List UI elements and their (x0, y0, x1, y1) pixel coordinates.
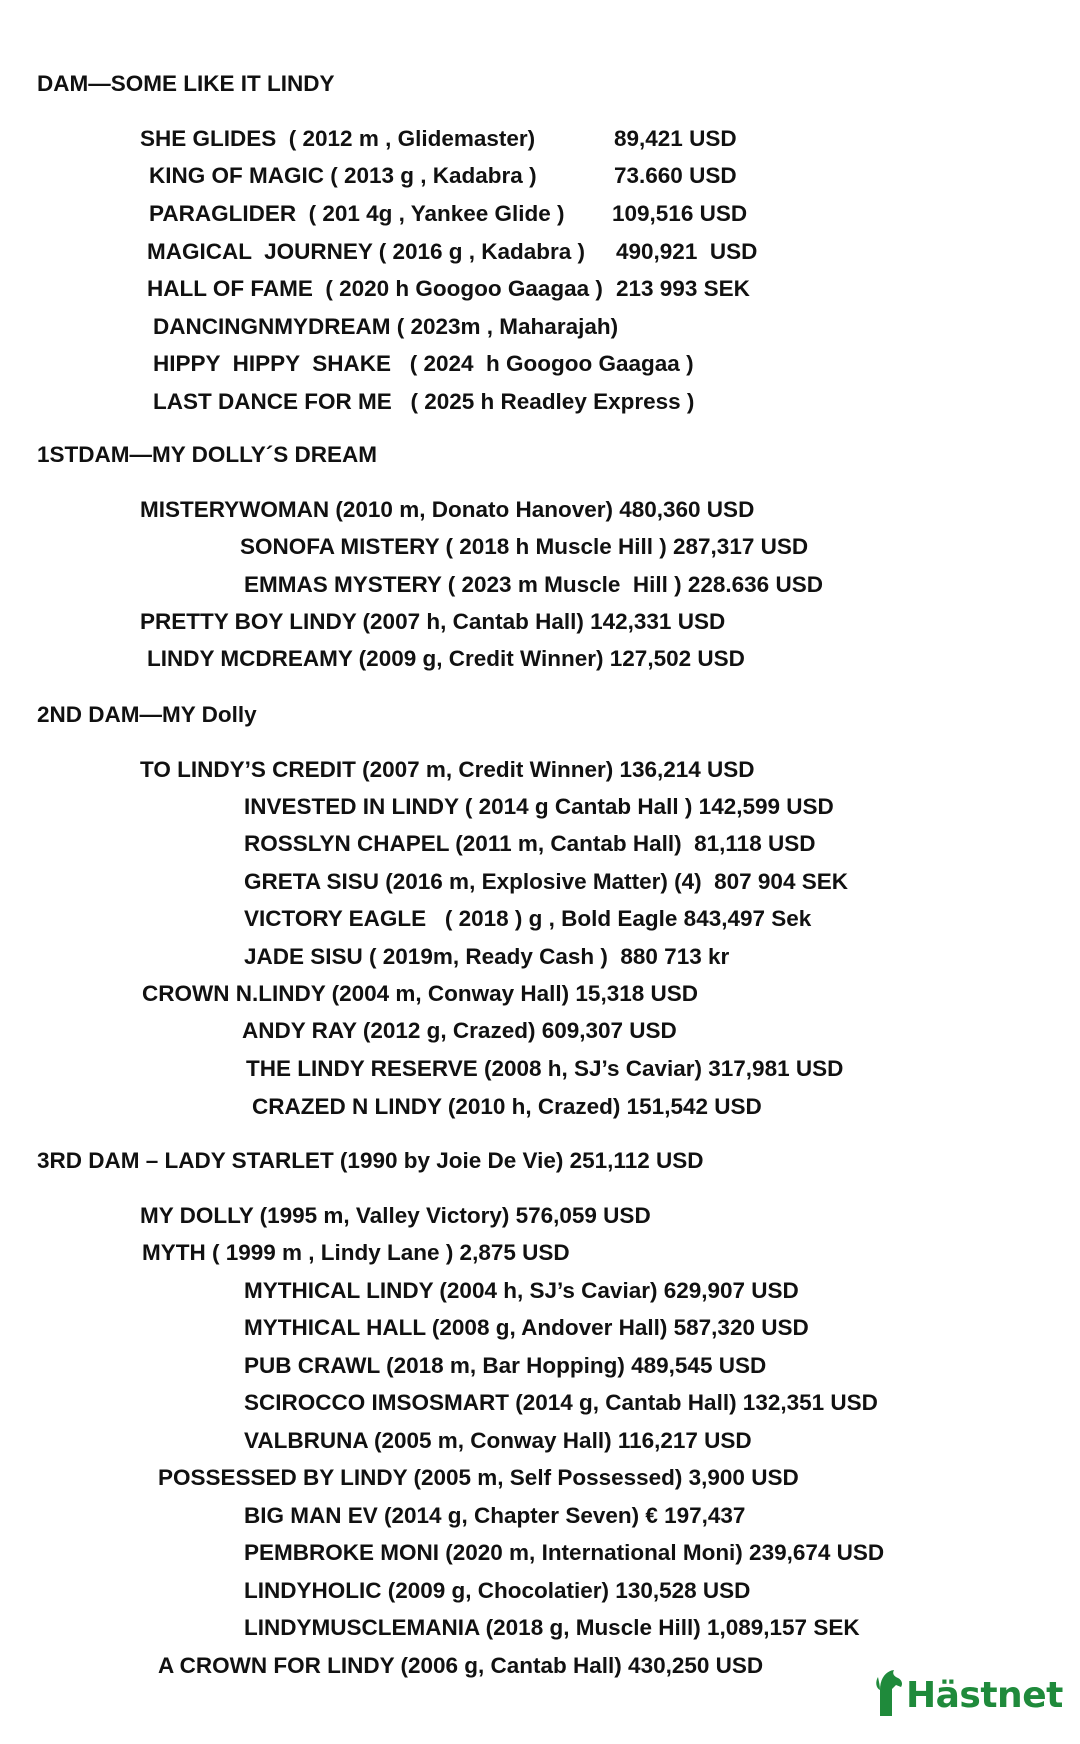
section-heading-third-dam: 3RD DAM – LADY STARLET (1990 by Joie De Vie) 251,112 USD (37, 1148, 704, 1173)
horse-head-icon (874, 1668, 904, 1723)
list-item: SONOFA MISTERY ( 2018 h Muscle Hill ) 287,317 USD (240, 534, 809, 559)
logo-text: Hästnet (906, 1675, 1063, 1716)
section-heading-dam: DAM—SOME LIKE IT LINDY (37, 71, 335, 96)
list-item: EMMAS MYSTERY ( 2023 m Muscle Hill ) 228.636 USD (244, 572, 823, 597)
earnings-value: 73.660 USD (614, 163, 737, 188)
list-item: LAST DANCE FOR ME ( 2025 h Readley Express ) (153, 389, 695, 414)
list-item: SCIROCCO IMSOSMART (2014 g, Cantab Hall) 132,351 USD (244, 1390, 878, 1415)
earnings-value: 213 993 SEK (616, 276, 750, 301)
list-item: VICTORY EAGLE ( 2018 ) g , Bold Eagle 843,497 Sek (244, 906, 812, 931)
hastnet-logo (874, 1668, 1063, 1723)
earnings-value: 109,516 USD (612, 201, 748, 226)
list-item: DANCINGNMYDREAM ( 2023m , Maharajah) (153, 314, 619, 339)
list-item: A CROWN FOR LINDY (2006 g, Cantab Hall) 430,250 USD (158, 1653, 764, 1678)
list-item: ANDY RAY (2012 g, Crazed) 609,307 USD (242, 1018, 677, 1043)
list-item: PRETTY BOY LINDY (2007 h, Cantab Hall) 142,331 USD (140, 609, 726, 634)
list-item: LINDYMUSCLEMANIA (2018 g, Muscle Hill) 1,089,157 SEK (244, 1615, 860, 1640)
list-item: THE LINDY RESERVE (2008 h, SJ’s Caviar) 317,981 USD (246, 1056, 844, 1081)
list-item: PEMBROKE MONI (2020 m, International Moni) 239,674 USD (244, 1540, 885, 1565)
earnings-value: 89,421 USD (614, 126, 737, 151)
list-item: POSSESSED BY LINDY (2005 m, Self Possessed) 3,900 USD (158, 1465, 799, 1490)
list-item: MAGICAL JOURNEY ( 2016 g , Kadabra ) (147, 239, 586, 264)
list-item: JADE SISU ( 2019m, Ready Cash ) 880 713 kr (244, 944, 730, 969)
list-item: MYTH ( 1999 m , Lindy Lane ) 2,875 USD (142, 1240, 570, 1265)
list-item: LINDY MCDREAMY (2009 g, Credit Winner) 127,502 USD (147, 646, 745, 671)
list-item: PUB CRAWL (2018 m, Bar Hopping) 489,545 USD (244, 1353, 767, 1378)
list-item: HALL OF FAME ( 2020 h Googoo Gaagaa ) (147, 276, 603, 301)
list-item: SHE GLIDES ( 2012 m , Glidemaster) (140, 126, 536, 151)
list-item: HIPPY HIPPY SHAKE ( 2024 h Googoo Gaagaa ) (153, 351, 694, 376)
list-item: GRETA SISU (2016 m, Explosive Matter) (4) 807 904 SEK (244, 869, 848, 894)
list-item: MYTHICAL LINDY (2004 h, SJ’s Caviar) 629,907 USD (244, 1278, 799, 1303)
list-item: CRAZED N LINDY (2010 h, Crazed) 151,542 USD (252, 1094, 762, 1119)
list-item: VALBRUNA (2005 m, Conway Hall) 116,217 USD (244, 1428, 752, 1453)
list-item: CROWN N.LINDY (2004 m, Conway Hall) 15,318 USD (142, 981, 698, 1006)
section-heading-second-dam: 2ND DAM—MY Dolly (37, 702, 257, 727)
list-item: MISTERYWOMAN (2010 m, Donato Hanover) 480,360 USD (140, 497, 755, 522)
list-item: MYTHICAL HALL (2008 g, Andover Hall) 587,320 USD (244, 1315, 809, 1340)
list-item: INVESTED IN LINDY ( 2014 g Cantab Hall ) 142,599 USD (244, 794, 834, 819)
list-item: LINDYHOLIC (2009 g, Chocolatier) 130,528 USD (244, 1578, 751, 1603)
list-item: KING OF MAGIC ( 2013 g , Kadabra ) (149, 163, 537, 188)
list-item: TO LINDY’S CREDIT (2007 m, Credit Winner) 136,214 USD (140, 757, 755, 782)
list-item: ROSSLYN CHAPEL (2011 m, Cantab Hall) 81,118 USD (244, 831, 816, 856)
section-heading-first-dam: 1STDAM—MY DOLLY´S DREAM (37, 442, 378, 467)
list-item: PARAGLIDER ( 201 4g , Yankee Glide ) (149, 201, 565, 226)
earnings-value: 490,921 USD (616, 239, 758, 264)
list-item: BIG MAN EV (2014 g, Chapter Seven) € 197,437 (244, 1503, 746, 1528)
list-item: MY DOLLY (1995 m, Valley Victory) 576,059 USD (140, 1203, 651, 1228)
